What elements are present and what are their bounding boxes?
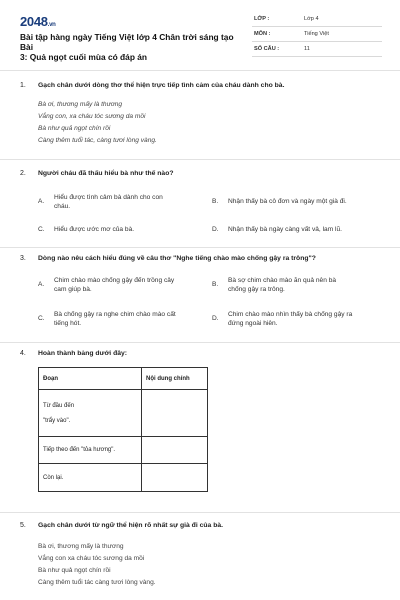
divider (0, 159, 400, 160)
option-line: Bà sợ chim chào mào ăn quả nên bà (228, 277, 337, 284)
option-letter: C. (38, 226, 45, 233)
answer-option-c[interactable] (38, 310, 218, 330)
answer-option-d[interactable] (212, 310, 387, 330)
meta-key: SỐ CÂU : (254, 46, 280, 52)
option-text: Hiểu được ước mơ của bà. (54, 226, 135, 233)
poem-line: Vắng con xa cháu tóc sương da mồi (38, 555, 145, 562)
option-text (54, 276, 219, 294)
question-text: Dòng nào nêu cách hiểu đúng về câu thơ "Nghe tiếng chào mào chống gậy ra trông"? (38, 255, 316, 262)
question-number: 4. (20, 350, 26, 357)
title-line-2: 3: Quả ngọt cuối mùa có đáp án (20, 52, 148, 62)
table-header-row (39, 368, 208, 390)
poem-line: Bà ơi, thương mấy là thương (38, 543, 124, 550)
title-line-1: Bài tập hàng ngày Tiếng Việt lớp 4 Chân trời sáng tạo Bài (20, 32, 234, 52)
table-cell: Còn lại. (39, 464, 142, 492)
cell-line: Từ đầu đến (43, 402, 75, 409)
option-letter: D. (212, 226, 219, 233)
option-text: Nhận thấy bà ngày càng vất vả, lam lũ. (228, 226, 342, 233)
option-text: Nhận thấy bà cô đơn và ngày một già đi. (228, 198, 347, 205)
option-line: cam giúp bà. (54, 286, 92, 293)
option-letter: B. (212, 198, 219, 205)
option-letter: A. (38, 281, 45, 288)
question-text: Hoàn thành bảng dưới đây: (38, 350, 128, 357)
answer-option-d[interactable] (212, 225, 387, 237)
page-header (20, 14, 382, 60)
option-line: chống gậy ra trông. (228, 286, 285, 293)
poem-line: Vắng con, xa cháu tóc sương da mồi (38, 113, 146, 120)
option-text (54, 310, 219, 328)
poem-line: Bà như quả ngọt chín rồi (38, 567, 111, 574)
poem-line: Bà như quả ngọt chín rồi (38, 125, 111, 132)
answer-option-c[interactable] (38, 225, 218, 237)
option-letter: C. (38, 315, 45, 322)
meta-row-class (252, 14, 382, 27)
question-text: Gạch chân dưới từ ngữ thể hiện rõ nhất sự già đi của bà. (38, 522, 224, 529)
question-number: 1. (20, 82, 26, 89)
option-line: Hiểu được tình cảm bà dành cho con (54, 194, 163, 201)
table-answer-cell[interactable] (142, 390, 208, 437)
meta-row-subject (252, 29, 382, 42)
divider (0, 247, 400, 248)
meta-row-count (252, 44, 382, 57)
divider (0, 512, 400, 513)
poem-line: Càng thêm tuổi tác càng tươi lòng vàng. (38, 579, 156, 586)
meta-value: 11 (304, 46, 310, 52)
document-meta (252, 14, 382, 59)
table-header-cell: Nội dung chính (142, 368, 208, 390)
meta-key: LỚP : (254, 16, 270, 22)
option-text (228, 310, 388, 328)
table-header-cell: Đoạn (39, 368, 142, 390)
table-cell (39, 390, 142, 437)
table-row (39, 390, 208, 437)
meta-value: Tiếng Việt (304, 31, 329, 37)
table-row (39, 437, 208, 464)
question-number: 3. (20, 255, 26, 262)
table-cell: Tiếp theo đến "tỏa hương". (39, 437, 142, 464)
poem-line: Càng thêm tuổi tác, càng tươi lòng vàng. (38, 137, 157, 144)
option-line: Chim chào mào nhìn thấy bà chống gậy ra (228, 311, 353, 318)
table-row (39, 464, 208, 492)
answer-option-a[interactable] (38, 276, 218, 296)
divider (0, 70, 400, 71)
option-letter: D. (212, 315, 219, 322)
answer-option-a[interactable] (38, 193, 218, 213)
question-number: 5. (20, 522, 26, 529)
logo-main: 2048 (20, 14, 48, 29)
option-letter: A. (38, 198, 45, 205)
option-line: tiếng hót. (54, 320, 82, 327)
logo-suffix: .vn (47, 22, 56, 28)
cell-line: "trẩy vào". (43, 417, 71, 424)
answer-option-b[interactable] (212, 197, 387, 209)
divider (0, 342, 400, 343)
table-answer-cell[interactable] (142, 464, 208, 492)
option-line: Bà chống gậy ra nghe chim chào mào cất (54, 311, 176, 318)
question-text: Gạch chân dưới dòng thơ thể hiện trực tiếp tình cảm của cháu dành cho bà. (38, 82, 285, 89)
question-text: Người cháu đã thấu hiểu bà như thế nào? (38, 170, 174, 177)
question-number: 2. (20, 170, 26, 177)
option-line: Chim chào mào chống gậy đến trồng cây (54, 277, 175, 284)
table-answer-cell[interactable] (142, 437, 208, 464)
answer-option-b[interactable] (212, 276, 387, 296)
option-text (228, 276, 388, 294)
option-letter: B. (212, 281, 219, 288)
meta-value: Lớp 4 (304, 16, 319, 22)
option-line: đứng ngoài hiên. (228, 320, 278, 327)
option-line: cháu. (54, 203, 71, 210)
document-title (20, 32, 235, 62)
answer-table (38, 367, 208, 492)
poem-line: Bà ơi, thương mấy là thương (38, 101, 123, 108)
option-text (54, 193, 219, 211)
meta-key: MÔN : (254, 31, 271, 37)
site-logo[interactable] (20, 14, 56, 29)
